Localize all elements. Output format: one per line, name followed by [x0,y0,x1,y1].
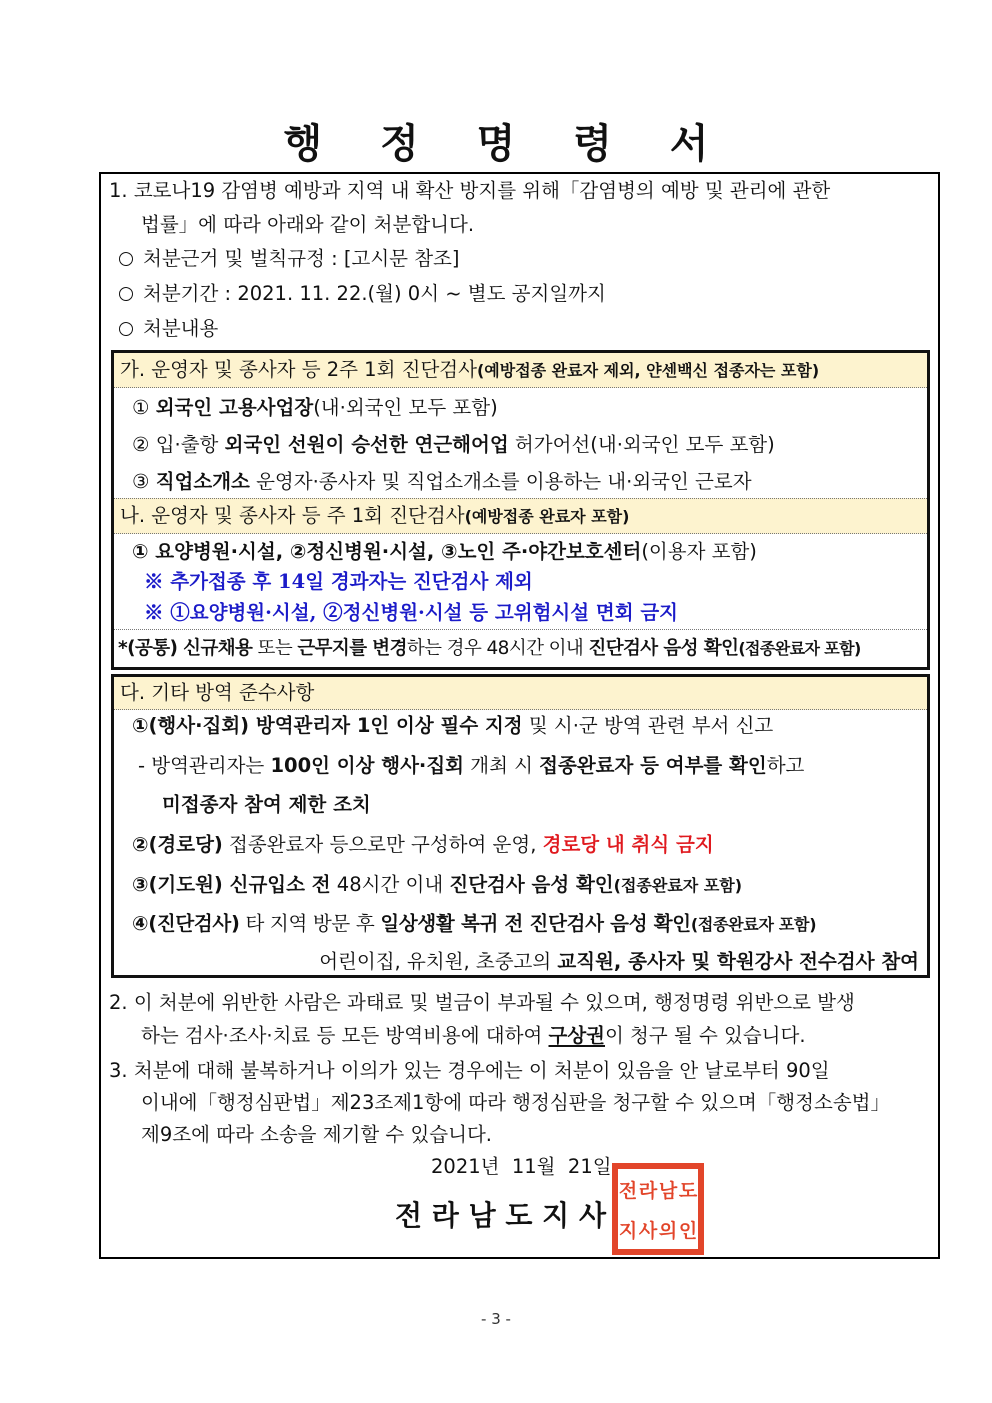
item-note: (접종완료자 포함) [690,915,817,934]
item-bold: ④(진단검사) [132,912,240,935]
item-num: ① [132,396,150,419]
section2-line2 [141,1023,806,1049]
seal-char: 사 [638,1219,658,1242]
section2-line1 [109,990,855,1016]
text-bold: 100인 이상 행사·집회 [270,754,465,777]
circle-bullet-icon [119,322,133,336]
item-pre: 입·출항 [155,433,225,456]
section1-text1: 코로나19 감염병 예방과 지역 내 확산 방지를 위해「감염병의 예방 및 관리에 관한 [133,179,831,202]
seal-char: 라 [638,1179,658,1202]
bullet-content [119,316,218,342]
da-item-4-sub [319,949,919,975]
na-item [132,539,757,565]
text: 또는 [252,638,298,659]
item-note: (접종완료자 포함) [613,876,743,895]
da-item-3 [132,872,742,899]
section1-line1 [109,178,830,204]
text-bold: 진단검사 음성 확인 [588,638,739,659]
seal-char: 지 [618,1219,638,1242]
item-mid: 타 지역 방문 후 [239,912,381,935]
na-note-1: ※ 추가접종 후 14일 경과자는 진단검사 제외 [144,570,533,593]
seal-char: 남 [658,1179,678,1202]
bullet-text: 처분기간 : 2021. 11. 22.(월) 0시 ~ 별도 공지일까지 [143,282,606,305]
header-ga-text [120,357,819,384]
item-bold: ③(기도원) 신규입소 전 [132,873,331,896]
section1-number: 1. [109,179,128,202]
item-bold: 진단검사 음성 확인 [449,873,614,896]
item-rest: 및 시·군 방역 관련 부서 신고 [522,714,774,737]
testing-box-da [111,674,930,978]
da-item-2 [132,832,714,858]
section2-number: 2. [109,991,128,1014]
text: - 방역관리자는 [138,754,271,777]
header-ga [114,353,927,388]
text: 이 청구 될 수 있습니다. [605,1024,806,1047]
issue-date: 2021년 11월 21일 [431,1155,612,1178]
da-item-1-sub [138,753,804,779]
ga-item-1 [132,395,498,421]
item-num: ③ [132,470,150,493]
section3-text1: 처분에 대해 불복하거나 이의가 있는 경우에는 이 처분이 있음을 안 날로부터 90일 [133,1059,830,1082]
item-bold: 직업소개소 [155,470,250,493]
da-item-4 [132,911,816,938]
da-item-1 [132,713,773,739]
item-bold: ②(경로당) [132,833,223,856]
item-bold: ① 요양병원·시설, ②정신병원·시설, ③노인 주·야간보호센터 [132,540,642,563]
warning-text: 경로당 내 취식 금지 [542,833,714,856]
text: 개최 시 [464,754,540,777]
item-bold: 일상생활 복귀 전 진단검사 음성 확인 [380,912,691,935]
seal-char: 도 [678,1179,698,1202]
section1-line2: 법률」에 따라 아래와 같이 처분합니다. [141,213,475,236]
text: 하고 [766,754,805,777]
header-ga-main: 가. 운영자 및 종사자 등 2주 1회 진단검사 [120,358,477,381]
item-bold: ①(행사·집회) 방역관리자 1인 이상 필수 지정 [132,714,523,737]
section3-line3: 제9조에 따라 소송을 제기할 수 있습니다. [141,1123,492,1146]
text-bold-note: (접종완료자 포함) [738,639,861,658]
issuer-name: 전 라 남 도 지 사 [395,1199,607,1232]
circle-bullet-icon [119,287,133,301]
text: 하는 경우 48시간 이내 [406,638,589,659]
bullet-text: 처분내용 [143,317,219,340]
section3-number: 3. [109,1059,128,1082]
header-ga-note: (예방접종 완료자 제외, 얀센백신 접종자는 포함) [476,361,820,380]
text: 하는 검사·조사·치료 등 모든 방역비용에 대하여 [141,1024,549,1047]
bullet-period [119,281,606,307]
section3-line1 [109,1058,830,1084]
na-note-2: ※ ①요양병원·시설, ②정신병원·시설 등 고위험시설 면회 금지 [144,601,679,624]
header-na-text [120,503,629,530]
text: 어린이집, 유치원, 초중고의 [319,950,558,973]
item-bold: 외국인 선원이 승선한 연근해어업 [224,433,509,456]
dotted-separator [114,629,927,630]
underlined-term: 구상권 [548,1024,606,1047]
document-title: 행 정 명 령 서 [283,121,731,167]
testing-box-ga-na [111,350,930,670]
text-bold: (공통) 신규채용 [127,638,253,659]
section2-text1: 이 처분에 위반한 사람은 과태료 및 벌금이 부과될 수 있으며, 행정명령 위반으로 발생 [133,991,855,1014]
text-bold: 접종완료자 등 여부를 확인 [539,754,767,777]
header-na-main: 나. 운영자 및 종사자 등 주 1회 진단검사 [120,504,465,527]
seal-grid [618,1169,698,1249]
circle-bullet-icon [119,252,133,266]
official-seal-icon [612,1163,704,1255]
header-na-note: (예방접종 완료자 포함) [464,507,630,526]
seal-char: 전 [618,1179,638,1202]
bullet-basis [119,246,460,272]
bullet-text: 처분근거 및 벌칙규정 : [고시문 참조] [143,247,460,270]
da-item-1-sub-line2: 미접종자 참여 제한 조치 [162,793,371,816]
item-rest: (이용자 포함) [641,540,757,563]
item-rest: 운영자·종사자 및 직업소개소를 이용하는 내·외국인 근로자 [249,470,752,493]
page-number: - 3 - [481,1310,511,1328]
section3-line2: 이내에「행정심판법」제23조제1항에 따라 행정심판을 청구할 수 있으며「행정소송법」 [141,1091,890,1114]
item-rest: (내·외국인 모두 포함) [313,396,498,419]
item-mid: 48시간 이내 [330,873,450,896]
header-da [114,677,927,710]
ga-item-3 [132,469,752,495]
common-requirement [118,636,861,662]
ga-item-2 [132,432,775,458]
item-rest: 허가어선(내·외국인 모두 포함) [508,433,775,456]
item-rest: 접종완료자 등으로만 구성하여 운영, [222,833,543,856]
text-bold: 교직원, 종사자 및 학원강사 전수검사 참여 [557,950,919,973]
text-bold: 근무지를 변경 [297,638,407,659]
header-da-text: 다. 기타 방역 준수사항 [120,681,315,704]
header-na [114,498,927,534]
star-mark: * [118,638,128,659]
item-bold: 외국인 고용사업장 [155,396,314,419]
seal-char: 의 [658,1219,678,1242]
document-frame [99,172,940,1259]
seal-char: 인 [678,1219,698,1242]
item-num: ② [132,433,150,456]
